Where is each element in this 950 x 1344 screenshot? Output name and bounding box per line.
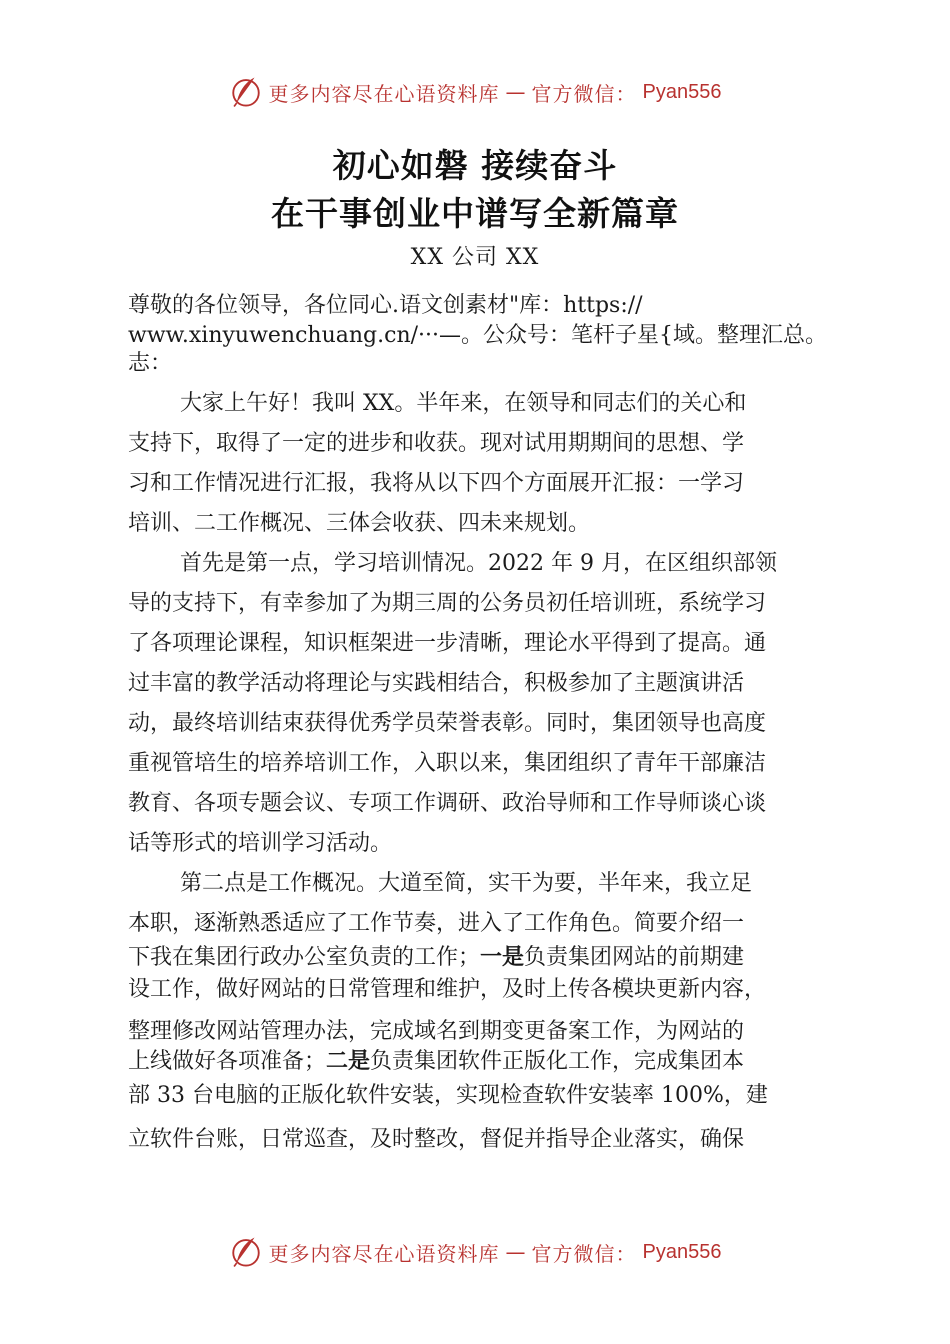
banner-slogan: 更多内容尽在心语资料库 xyxy=(268,81,500,106)
body-line: 培训、二工作概况、三体会收获、四未来规划。 xyxy=(128,511,591,536)
banner-wechat-id: Pyan556 xyxy=(642,1240,722,1263)
item-marker-second: 二是 xyxy=(326,1049,371,1074)
banner-wechat-label: 官方微信： xyxy=(531,1241,637,1266)
footer-banner xyxy=(0,1232,950,1272)
body-line: 了各项理论课程，知识框架进一步清晰，理论水平得到了提高。通 xyxy=(128,631,767,656)
body-line: 尊敬的各位领导，各位同心.语文创素材"库：https:// xyxy=(128,293,643,318)
header-banner xyxy=(0,72,950,112)
document-title-line-2: 在干事创业中谱写全新篇章 xyxy=(271,194,679,233)
body-line: 支持下，取得了一定的进步和收获。现对试用期期间的思想、学 xyxy=(128,431,745,456)
document-author: XX 公司 XX xyxy=(410,245,540,270)
body-line: 话等形式的培训学习活动。 xyxy=(128,831,393,856)
banner-separator: — xyxy=(505,80,526,104)
banner-wechat-label: 官方微信： xyxy=(531,81,637,106)
body-line: 设工作，做好网站的日常管理和维护，及时上传各模块更新内容， xyxy=(128,977,767,1002)
banner-slogan: 更多内容尽在心语资料库 xyxy=(268,1241,500,1266)
body-line: 部 33 台电脑的正版化软件安装，实现检查软件安装率 100%，建 xyxy=(128,1083,768,1108)
feather-pen-logo-icon xyxy=(229,1235,263,1269)
body-line: 本职，逐渐熟悉适应了工作节奏，进入了工作角色。简要介绍一 xyxy=(128,911,745,936)
banner-wechat-id: Pyan556 xyxy=(642,80,722,103)
body-line: 动，最终培训结束获得优秀学员荣誉表彰。同时，集团领导也高度 xyxy=(128,711,767,736)
body-line: 重视管培生的培养培训工作，入职以来，集团组织了青年干部廉洁 xyxy=(128,751,767,776)
body-line: 教育、各项专题会议、专项工作调研、政治导师和工作导师谈心谈 xyxy=(128,791,767,816)
feather-pen-logo-icon xyxy=(229,75,263,109)
body-line: 立软件台账，日常巡查，及时整改，督促并指导企业落实，确保 xyxy=(128,1127,745,1152)
body-line: 习和工作情况进行汇报，我将从以下四个方面展开汇报：一学习 xyxy=(128,471,745,496)
item-marker-first: 一是 xyxy=(480,945,525,970)
body-line: 上线做好各项准备；二是负责集团软件正版化工作，完成集团本 xyxy=(128,1049,745,1074)
body-line: 下我在集团行政办公室负责的工作；一是负责集团网站的前期建 xyxy=(128,945,745,970)
body-line: 首先是第一点，学习培训情况。2022 年 9 月，在区组织部领 xyxy=(180,551,777,576)
body-line: 大家上午好！我叫 XX。半年来，在领导和同志们的关心和 xyxy=(180,391,747,416)
banner-separator: — xyxy=(505,1240,526,1264)
body-line: 整理修改网站管理办法，完成域名到期变更备案工作，为网站的 xyxy=(128,1019,745,1044)
body-line: 志： xyxy=(128,351,173,376)
document-title-line-1: 初心如磐 接续奋斗 xyxy=(332,146,618,185)
body-line: 过丰富的教学活动将理论与实践相结合，积极参加了主题演讲活 xyxy=(128,671,745,696)
body-line: 导的支持下，有幸参加了为期三周的公务员初任培训班，系统学习 xyxy=(128,591,767,616)
body-line: www.xinyuwenchuang.cn/···—。公众号：笔杆子星{域。整理汇总。 xyxy=(128,323,828,348)
body-line: 第二点是工作概况。大道至简，实干为要，半年来，我立足 xyxy=(180,871,753,896)
